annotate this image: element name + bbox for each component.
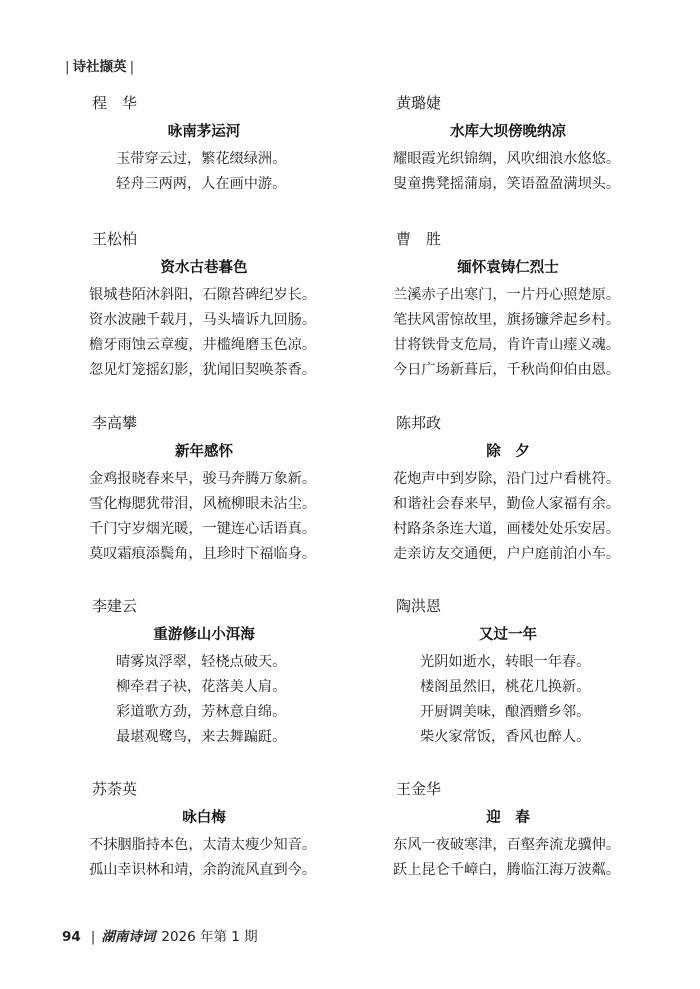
poem-line: 玉带穿云过，繁花缀绿洲。	[116, 151, 287, 167]
poem-author: 程 华	[92, 94, 138, 112]
poem-line: 开厨调美味，酿酒赠乡邻。	[420, 704, 591, 720]
poem-block	[393, 413, 673, 567]
poem-line: 银城巷陌沐斜阳，石隙苔碑纪岁长。	[89, 287, 317, 303]
poem-block	[393, 779, 673, 883]
poem-lines	[393, 283, 673, 383]
poem-lines	[89, 283, 369, 383]
poem-lines	[393, 650, 673, 750]
poem-line: 花炮声中到岁除，沿门过户看桃符。	[393, 471, 621, 487]
poem-line: 跃上昆仑千嶂白，腾临江海万波粼。	[393, 862, 621, 878]
poem-line: 莫叹霜痕添鬓角，且珍时下福临身。	[89, 546, 317, 562]
poem-line: 叟童携凳摇蒲扇，笑语盈盈满坝头。	[393, 176, 621, 192]
poem-block	[393, 596, 673, 750]
poem-title: 迎 春	[486, 810, 530, 826]
poem-line: 最堪观鹭鸟，来去舞蹁跹。	[116, 729, 287, 745]
header-bar-right: |	[129, 59, 135, 75]
poem-lines	[393, 147, 673, 197]
poem-author: 陶洪恩	[396, 597, 442, 615]
poem-lines	[89, 147, 369, 197]
poem-author: 苏荼英	[92, 780, 138, 798]
poem-line: 雪化梅腮犹带泪，风梳柳眼未沾尘。	[89, 496, 317, 512]
poem-line: 楼阁虽然旧，桃花几换新。	[420, 679, 591, 695]
poem-line: 彩道歌方劲，芳林意自绵。	[116, 704, 287, 720]
poem-line: 柳牵君子袂，花落美人肩。	[116, 679, 287, 695]
poem-block	[89, 413, 369, 567]
poem-line: 千门守岁烟光暖，一键连心话语真。	[89, 521, 317, 537]
poem-line: 村路条条连大道，画楼处处乐安居。	[393, 521, 621, 537]
poem-line: 孤山幸识林和靖，余韵流风直到今。	[89, 862, 317, 878]
page-footer	[62, 925, 258, 945]
header-bar-left: |	[65, 59, 70, 75]
poem-lines	[393, 467, 673, 567]
poem-title: 除 夕	[486, 444, 530, 460]
issue-label: 2026 年第 1 期	[161, 929, 258, 945]
poem-title: 咏白梅	[182, 810, 226, 826]
page-number: 94	[62, 929, 81, 945]
poem-block	[393, 229, 673, 383]
poem-line: 笔扶风雷惊故里，旗扬镰斧起乡村。	[393, 312, 621, 328]
footer-bar: |	[90, 929, 96, 945]
poem-title: 水库大坝傍晚纳凉	[450, 124, 566, 140]
poem-author: 陈邦政	[396, 414, 442, 432]
poem-line: 轻舟三两两，人在画中游。	[116, 176, 287, 192]
poem-title: 咏南茅运河	[167, 124, 241, 140]
poem-author: 黄璐婕	[396, 94, 442, 112]
poem-lines	[89, 650, 369, 750]
section-title: 诗社撷英	[72, 59, 127, 75]
poem-author: 王金华	[396, 780, 442, 798]
poem-block	[393, 93, 673, 197]
poem-block	[89, 779, 369, 883]
poem-line: 资水波融千载月，马头墙诉九回肠。	[89, 312, 317, 328]
poem-author: 王松柏	[92, 230, 138, 248]
poem-title: 缅怀袁铸仁烈士	[457, 260, 559, 276]
poem-line: 东风一夜破寒津，百壑奔流龙骥伸。	[393, 837, 621, 853]
poem-block	[89, 596, 369, 750]
poem-line: 耀眼霞光织锦绸，风吹细浪水悠悠。	[393, 151, 621, 167]
poem-line: 柴火家常饭，香风也醉人。	[420, 729, 591, 745]
poem-line: 甘将铁骨支危局，肯许青山瘗义魂。	[393, 337, 621, 353]
magazine-name: 湖南诗词	[101, 929, 156, 945]
poem-title: 重游修山小洱海	[153, 627, 255, 643]
poem-line: 今日广场新葺后，千秋尚仰伯由恩。	[393, 362, 621, 378]
poem-block	[89, 93, 369, 197]
poem-lines	[393, 833, 673, 883]
poem-line: 兰溪赤子出寒门，一片丹心照楚原。	[393, 287, 621, 303]
poem-line: 晴雾岚浮翠，轻桡点破天。	[116, 654, 287, 670]
poem-lines	[89, 467, 369, 567]
poem-author: 李建云	[92, 597, 138, 615]
poem-line: 檐牙雨蚀云章瘦，井槛绳磨玉色凉。	[89, 337, 317, 353]
poem-title: 资水古巷暮色	[160, 260, 248, 276]
poem-line: 忽见灯笼摇幻影，犹闻旧契唤茶香。	[89, 362, 317, 378]
poem-title: 又过一年	[479, 627, 537, 643]
section-header	[62, 55, 137, 75]
poem-lines	[89, 833, 369, 883]
poem-author: 李高攀	[92, 414, 138, 432]
poem-line: 走亲访友交通便，户户庭前泊小车。	[393, 546, 621, 562]
poem-title: 新年感怀	[175, 444, 233, 460]
poem-block	[89, 229, 369, 383]
poem-line: 不抹胭脂持本色，太清太瘦少知音。	[89, 837, 317, 853]
poem-author: 曹 胜	[396, 230, 442, 248]
poem-line: 和谐社会春来早，勤俭人家福有余。	[393, 496, 621, 512]
poem-line: 金鸡报晓春来早，骏马奔腾万象新。	[89, 471, 317, 487]
poem-line: 光阴如逝水，转眼一年春。	[420, 654, 591, 670]
